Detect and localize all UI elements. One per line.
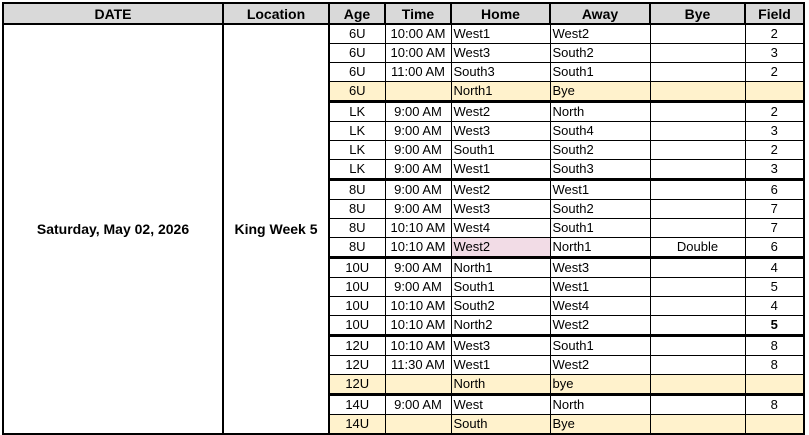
header-date: DATE [3, 3, 223, 24]
home-cell: North [451, 375, 550, 395]
away-cell: South1 [550, 336, 650, 356]
age-cell: 14U [329, 415, 385, 435]
bye-cell [650, 63, 745, 82]
header-location: Location [223, 3, 329, 24]
schedule-table [2, 2, 805, 435]
bye-cell [650, 395, 745, 415]
away-cell: South4 [550, 122, 650, 141]
away-cell: West2 [550, 356, 650, 375]
bye-cell [650, 200, 745, 219]
away-cell: South2 [550, 200, 650, 219]
away-cell: North1 [550, 238, 650, 258]
away-cell: Bye [550, 82, 650, 102]
age-cell: 8U [329, 180, 385, 200]
home-cell: North2 [451, 316, 550, 336]
age-cell: LK [329, 160, 385, 180]
home-cell: South2 [451, 297, 550, 316]
age-cell: 6U [329, 63, 385, 82]
field-cell: 4 [745, 258, 804, 278]
bye-cell [650, 297, 745, 316]
age-cell: 8U [329, 219, 385, 238]
header-home: Home [451, 3, 550, 24]
time-cell [385, 82, 451, 102]
header-away: Away [550, 3, 650, 24]
bye-cell [650, 356, 745, 375]
bye-cell [650, 316, 745, 336]
away-cell: bye [550, 375, 650, 395]
time-cell: 9:00 AM [385, 160, 451, 180]
away-cell: North [550, 395, 650, 415]
time-cell: 10:10 AM [385, 316, 451, 336]
time-cell: 9:00 AM [385, 122, 451, 141]
away-cell: West2 [550, 316, 650, 336]
home-cell: North1 [451, 82, 550, 102]
age-cell: 12U [329, 336, 385, 356]
age-cell: LK [329, 102, 385, 122]
home-cell: West [451, 395, 550, 415]
field-cell: 2 [745, 102, 804, 122]
away-cell: South2 [550, 141, 650, 160]
away-cell: West2 [550, 24, 650, 44]
home-cell: South1 [451, 278, 550, 297]
table-row [3, 24, 804, 44]
field-cell: 8 [745, 395, 804, 415]
time-cell: 9:00 AM [385, 102, 451, 122]
away-cell: South3 [550, 160, 650, 180]
home-cell: West3 [451, 336, 550, 356]
away-cell: West1 [550, 180, 650, 200]
home-cell: West1 [451, 160, 550, 180]
bye-cell [650, 219, 745, 238]
away-cell: West1 [550, 278, 650, 297]
field-cell [745, 415, 804, 435]
home-cell: South [451, 415, 550, 435]
bye-cell [650, 141, 745, 160]
home-cell: South3 [451, 63, 550, 82]
age-cell: 10U [329, 316, 385, 336]
date-cell: Saturday, May 02, 2026 [3, 24, 223, 434]
field-cell: 5 [745, 316, 804, 336]
location-cell: King Week 5 [223, 24, 329, 434]
bye-cell [650, 160, 745, 180]
header-age: Age [329, 3, 385, 24]
field-cell: 2 [745, 24, 804, 44]
away-cell: West3 [550, 258, 650, 278]
away-cell: West4 [550, 297, 650, 316]
time-cell: 9:00 AM [385, 180, 451, 200]
bye-cell: Double [650, 238, 745, 258]
away-cell: South1 [550, 63, 650, 82]
age-cell: 14U [329, 395, 385, 415]
home-cell: West1 [451, 356, 550, 375]
age-cell: 8U [329, 200, 385, 219]
time-cell: 11:30 AM [385, 356, 451, 375]
header-time: Time [385, 3, 451, 24]
bye-cell [650, 82, 745, 102]
home-cell: West3 [451, 44, 550, 63]
age-cell: LK [329, 141, 385, 160]
time-cell: 9:00 AM [385, 395, 451, 415]
age-cell: 10U [329, 258, 385, 278]
field-cell: 5 [745, 278, 804, 297]
field-cell [745, 375, 804, 395]
away-cell: South1 [550, 219, 650, 238]
field-cell: 3 [745, 122, 804, 141]
age-cell: 8U [329, 238, 385, 258]
header-bye: Bye [650, 3, 745, 24]
time-cell: 10:00 AM [385, 24, 451, 44]
home-cell: West1 [451, 24, 550, 44]
time-cell: 9:00 AM [385, 141, 451, 160]
age-cell: 12U [329, 356, 385, 375]
time-cell: 9:00 AM [385, 200, 451, 219]
away-cell: North [550, 102, 650, 122]
time-cell: 10:00 AM [385, 44, 451, 63]
bye-cell [650, 24, 745, 44]
time-cell [385, 375, 451, 395]
field-cell: 6 [745, 238, 804, 258]
home-cell: West2 [451, 238, 550, 258]
time-cell: 10:10 AM [385, 336, 451, 356]
home-cell: North1 [451, 258, 550, 278]
age-cell: 6U [329, 82, 385, 102]
bye-cell [650, 336, 745, 356]
field-cell: 7 [745, 219, 804, 238]
time-cell: 9:00 AM [385, 278, 451, 297]
home-cell: South1 [451, 141, 550, 160]
field-cell: 2 [745, 141, 804, 160]
bye-cell [650, 415, 745, 435]
age-cell: LK [329, 122, 385, 141]
field-cell: 2 [745, 63, 804, 82]
age-cell: 12U [329, 375, 385, 395]
time-cell [385, 415, 451, 435]
bye-cell [650, 122, 745, 141]
away-cell: South2 [550, 44, 650, 63]
time-cell: 10:10 AM [385, 219, 451, 238]
header-row [3, 3, 804, 24]
time-cell: 10:10 AM [385, 238, 451, 258]
field-cell: 8 [745, 336, 804, 356]
field-cell: 3 [745, 44, 804, 63]
bye-cell [650, 180, 745, 200]
bye-cell [650, 278, 745, 297]
bye-cell [650, 102, 745, 122]
age-cell: 10U [329, 278, 385, 297]
field-cell: 3 [745, 160, 804, 180]
field-cell: 6 [745, 180, 804, 200]
bye-cell [650, 44, 745, 63]
home-cell: West3 [451, 122, 550, 141]
field-cell: 8 [745, 356, 804, 375]
bye-cell [650, 258, 745, 278]
age-cell: 6U [329, 24, 385, 44]
bye-cell [650, 375, 745, 395]
home-cell: West3 [451, 200, 550, 219]
age-cell: 6U [329, 44, 385, 63]
away-cell: Bye [550, 415, 650, 435]
time-cell: 9:00 AM [385, 258, 451, 278]
header-field: Field [745, 3, 804, 24]
field-cell: 7 [745, 200, 804, 219]
field-cell: 4 [745, 297, 804, 316]
home-cell: West2 [451, 180, 550, 200]
home-cell: West2 [451, 102, 550, 122]
age-cell: 10U [329, 297, 385, 316]
home-cell: West4 [451, 219, 550, 238]
time-cell: 10:10 AM [385, 297, 451, 316]
time-cell: 11:00 AM [385, 63, 451, 82]
field-cell [745, 82, 804, 102]
